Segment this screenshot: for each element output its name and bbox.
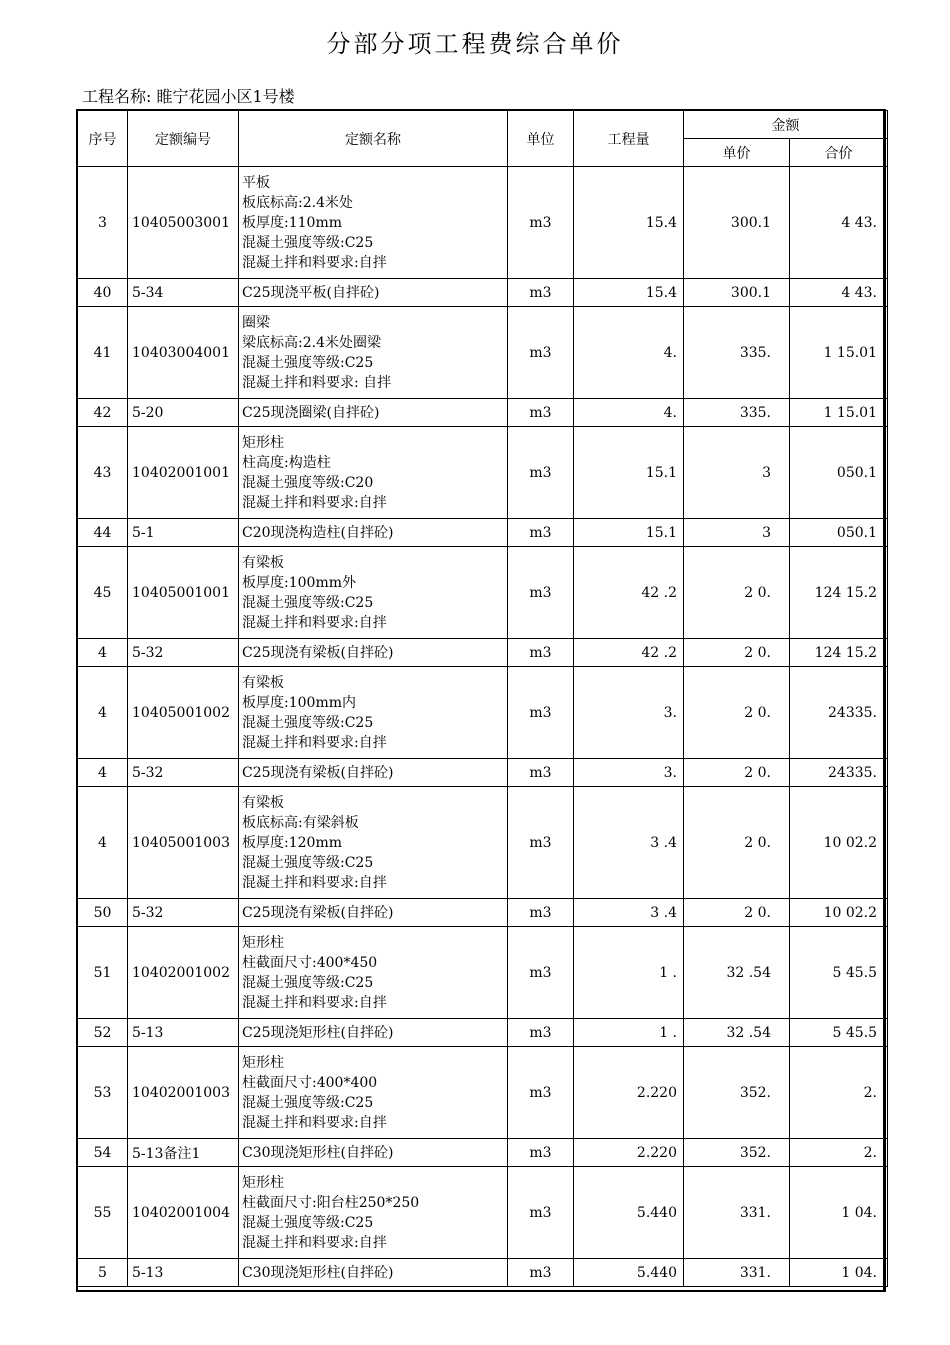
cell-unit-price: 352. (684, 1047, 790, 1139)
name-line: 平板 (242, 174, 270, 191)
cell-unit: m3 (508, 759, 574, 787)
cell-code: 5-34 (128, 279, 239, 307)
cell-code: 10403004001 (128, 307, 239, 399)
name-line: 圈梁 (242, 314, 270, 331)
cell-unit-price: 335. (684, 307, 790, 399)
cell-unit: m3 (508, 927, 574, 1019)
cell-total: 124 15.2 (790, 547, 888, 639)
cell-qty: 15.4 (574, 167, 684, 279)
table-row (78, 787, 888, 899)
cell-total: 2. (790, 1047, 888, 1139)
cell-total: 1 15.01 (790, 399, 888, 427)
cell-unit: m3 (508, 279, 574, 307)
cell-total: 5 45.5 (790, 927, 888, 1019)
name-line: C25现浇圈梁(自拌砼) (242, 404, 380, 421)
name-line: 混凝土拌和料要求:自拌 (242, 734, 387, 751)
name-line: 有梁板 (242, 794, 284, 811)
table-row (78, 667, 888, 759)
cell-unit: m3 (508, 167, 574, 279)
cell-code: 10405001001 (128, 547, 239, 639)
cell-seq: 43 (78, 427, 128, 519)
cell-name (239, 787, 508, 899)
table-row (78, 1139, 888, 1167)
table-row (78, 639, 888, 667)
cell-unit: m3 (508, 1167, 574, 1259)
table-row (78, 399, 888, 427)
name-line: 有梁板 (242, 554, 284, 571)
cell-qty: 2.220 (574, 1139, 684, 1167)
cell-unit: m3 (508, 639, 574, 667)
header-amount: 金额 (684, 111, 888, 139)
name-line: 混凝土强度等级:C25 (242, 854, 374, 871)
cell-total: 2. (790, 1139, 888, 1167)
name-line: 矩形柱 (242, 1174, 284, 1191)
cell-seq: 45 (78, 547, 128, 639)
cell-qty: 1 . (574, 1019, 684, 1047)
name-line: 混凝土拌和料要求:自拌 (242, 1114, 387, 1131)
table-row (78, 279, 888, 307)
cell-seq: 3 (78, 167, 128, 279)
cell-unit: m3 (508, 1047, 574, 1139)
cell-seq: 50 (78, 899, 128, 927)
cell-total: 1 04. (790, 1167, 888, 1259)
cell-total: 050.1 (790, 519, 888, 547)
cell-name (239, 927, 508, 1019)
name-line: C25现浇有梁板(自拌砼) (242, 904, 394, 921)
cell-name (239, 167, 508, 279)
cell-seq: 5 (78, 1259, 128, 1287)
table-row (78, 307, 888, 399)
cell-unit-price: 2 0. (684, 639, 790, 667)
cell-unit: m3 (508, 787, 574, 899)
name-line: 混凝土拌和料要求: 自拌 (242, 374, 392, 391)
header-unit: 单位 (508, 111, 574, 167)
cell-name (239, 639, 508, 667)
cell-name (239, 547, 508, 639)
table-row (78, 927, 888, 1019)
cell-seq: 4 (78, 759, 128, 787)
header-code: 定额编号 (128, 111, 239, 167)
name-line: C25现浇有梁板(自拌砼) (242, 644, 394, 661)
cell-unit: m3 (508, 519, 574, 547)
cell-code: 10402001001 (128, 427, 239, 519)
header-unit-price: 单价 (684, 139, 790, 167)
table-row (78, 899, 888, 927)
cell-unit: m3 (508, 427, 574, 519)
cell-name (239, 427, 508, 519)
cell-total: 24335. (790, 667, 888, 759)
name-line: 板厚度:100mm外 (242, 574, 356, 591)
cell-qty: 42 .2 (574, 639, 684, 667)
name-line: 柱截面尺寸:400*400 (242, 1074, 378, 1091)
cell-qty: 3. (574, 667, 684, 759)
cell-unit-price: 32 .54 (684, 1019, 790, 1047)
name-line: 梁底标高:2.4米处圈梁 (242, 334, 381, 351)
cell-total: 24335. (790, 759, 888, 787)
page-title: 分部分项工程费综合单价 (326, 30, 624, 58)
table-row (78, 519, 888, 547)
name-line: C20现浇构造柱(自拌砼) (242, 524, 394, 541)
cell-seq: 4 (78, 787, 128, 899)
cell-qty: 5.440 (574, 1259, 684, 1287)
cell-qty: 3. (574, 759, 684, 787)
cell-qty: 4. (574, 307, 684, 399)
cell-name (239, 759, 508, 787)
cell-seq: 40 (78, 279, 128, 307)
name-line: 混凝土强度等级:C25 (242, 594, 374, 611)
cell-unit-price: 2 0. (684, 787, 790, 899)
name-line: 矩形柱 (242, 934, 284, 951)
cell-total: 5 45.5 (790, 1019, 888, 1047)
cell-name (239, 899, 508, 927)
cell-unit-price: 331. (684, 1167, 790, 1259)
cell-unit: m3 (508, 899, 574, 927)
name-line: 板底标高:有梁斜板 (242, 814, 359, 831)
cell-name (239, 307, 508, 399)
cell-name (239, 1019, 508, 1047)
name-line: 混凝土强度等级:C20 (242, 474, 374, 491)
cell-code: 5-13备注1 (128, 1139, 239, 1167)
cell-qty: 3 .4 (574, 899, 684, 927)
header-total: 合价 (790, 139, 888, 167)
cell-seq: 54 (78, 1139, 128, 1167)
cell-seq: 51 (78, 927, 128, 1019)
name-line: 柱高度:构造柱 (242, 454, 331, 471)
cell-code: 5-32 (128, 899, 239, 927)
header-seq: 序号 (78, 111, 128, 167)
cell-unit-price: 32 .54 (684, 927, 790, 1019)
name-line: 柱截面尺寸:阳台柱250*250 (242, 1194, 420, 1211)
cell-unit: m3 (508, 399, 574, 427)
name-line: 混凝土拌和料要求:自拌 (242, 874, 387, 891)
name-line: 混凝土强度等级:C25 (242, 354, 374, 371)
cell-unit-price: 3 (684, 519, 790, 547)
cell-total: 10 02.2 (790, 787, 888, 899)
cell-qty: 42 .2 (574, 547, 684, 639)
price-table (77, 110, 888, 1287)
cell-seq: 52 (78, 1019, 128, 1047)
name-line: C25现浇平板(自拌砼) (242, 284, 380, 301)
cell-unit-price: 2 0. (684, 667, 790, 759)
cell-qty: 3 .4 (574, 787, 684, 899)
name-line: 矩形柱 (242, 434, 284, 451)
name-line: 矩形柱 (242, 1054, 284, 1071)
cell-code: 10402001003 (128, 1047, 239, 1139)
cell-unit-price: 2 0. (684, 547, 790, 639)
cell-name (239, 667, 508, 759)
name-line: 板厚度:120mm (242, 834, 342, 851)
project-name: 工程名称: 睢宁花园小区1号楼 (82, 87, 295, 106)
name-line: C30现浇矩形柱(自拌砼) (242, 1144, 394, 1161)
cell-total: 1 15.01 (790, 307, 888, 399)
cell-unit-price: 300.1 (684, 279, 790, 307)
cell-code: 10405003001 (128, 167, 239, 279)
name-line: 混凝土拌和料要求:自拌 (242, 994, 387, 1011)
cell-code: 5-13 (128, 1259, 239, 1287)
name-line: 有梁板 (242, 674, 284, 691)
name-line: 混凝土拌和料要求:自拌 (242, 1234, 387, 1251)
name-line: 混凝土拌和料要求:自拌 (242, 494, 387, 511)
cell-name (239, 1167, 508, 1259)
cell-qty: 1 . (574, 927, 684, 1019)
name-line: 板厚度:100mm内 (242, 694, 356, 711)
cell-name (239, 1259, 508, 1287)
cell-code: 5-13 (128, 1019, 239, 1047)
name-line: 板厚度:110mm (242, 214, 342, 231)
name-line: 板底标高:2.4米处 (242, 194, 353, 211)
cell-unit: m3 (508, 1139, 574, 1167)
name-line: 混凝土强度等级:C25 (242, 974, 374, 991)
cell-name (239, 399, 508, 427)
cell-seq: 44 (78, 519, 128, 547)
cell-seq: 4 (78, 667, 128, 759)
cell-total: 4 43. (790, 279, 888, 307)
name-line: C25现浇有梁板(自拌砼) (242, 764, 394, 781)
cell-code: 10402001004 (128, 1167, 239, 1259)
name-line: 混凝土拌和料要求:自拌 (242, 614, 387, 631)
cell-qty: 15.1 (574, 427, 684, 519)
cell-unit: m3 (508, 307, 574, 399)
table-row (78, 1259, 888, 1287)
cell-name (239, 279, 508, 307)
cell-code: 5-20 (128, 399, 239, 427)
cell-total: 124 15.2 (790, 639, 888, 667)
cell-name (239, 519, 508, 547)
cell-unit: m3 (508, 667, 574, 759)
cell-name (239, 1139, 508, 1167)
name-line: 混凝土强度等级:C25 (242, 234, 374, 251)
cell-unit: m3 (508, 1019, 574, 1047)
table-row (78, 1047, 888, 1139)
table-body (78, 167, 888, 1287)
cell-total: 050.1 (790, 427, 888, 519)
cell-code: 10402001002 (128, 927, 239, 1019)
table-row (78, 547, 888, 639)
cell-seq: 53 (78, 1047, 128, 1139)
cell-seq: 55 (78, 1167, 128, 1259)
table-row (78, 1019, 888, 1047)
cell-name (239, 1047, 508, 1139)
cell-unit-price: 352. (684, 1139, 790, 1167)
cell-code: 5-32 (128, 639, 239, 667)
cell-qty: 4. (574, 399, 684, 427)
cell-seq: 42 (78, 399, 128, 427)
cell-unit: m3 (508, 547, 574, 639)
cell-code: 5-32 (128, 759, 239, 787)
cell-unit-price: 3 (684, 427, 790, 519)
cell-qty: 15.4 (574, 279, 684, 307)
name-line: 混凝土强度等级:C25 (242, 714, 374, 731)
name-line: 混凝土拌和料要求:自拌 (242, 254, 387, 271)
cell-qty: 15.1 (574, 519, 684, 547)
name-line: 柱截面尺寸:400*450 (242, 954, 378, 971)
table-row (78, 759, 888, 787)
name-line: 混凝土强度等级:C25 (242, 1094, 374, 1111)
cell-code: 10405001003 (128, 787, 239, 899)
cell-total: 4 43. (790, 167, 888, 279)
cell-unit-price: 2 0. (684, 759, 790, 787)
cell-seq: 4 (78, 639, 128, 667)
cell-seq: 41 (78, 307, 128, 399)
cell-qty: 2.220 (574, 1047, 684, 1139)
table-row (78, 427, 888, 519)
name-line: 混凝土强度等级:C25 (242, 1214, 374, 1231)
header-qty: 工程量 (574, 111, 684, 167)
name-line: C25现浇矩形柱(自拌砼) (242, 1024, 394, 1041)
cell-code: 10405001002 (128, 667, 239, 759)
cell-total: 1 04. (790, 1259, 888, 1287)
cell-qty: 5.440 (574, 1167, 684, 1259)
cell-code: 5-1 (128, 519, 239, 547)
table-row (78, 167, 888, 279)
cell-unit-price: 335. (684, 399, 790, 427)
cell-total: 10 02.2 (790, 899, 888, 927)
name-line: C30现浇矩形柱(自拌砼) (242, 1264, 394, 1281)
cell-unit-price: 2 0. (684, 899, 790, 927)
header-name: 定额名称 (239, 111, 508, 167)
cell-unit: m3 (508, 1259, 574, 1287)
cell-unit-price: 300.1 (684, 167, 790, 279)
cell-unit-price: 331. (684, 1259, 790, 1287)
table-row (78, 1167, 888, 1259)
